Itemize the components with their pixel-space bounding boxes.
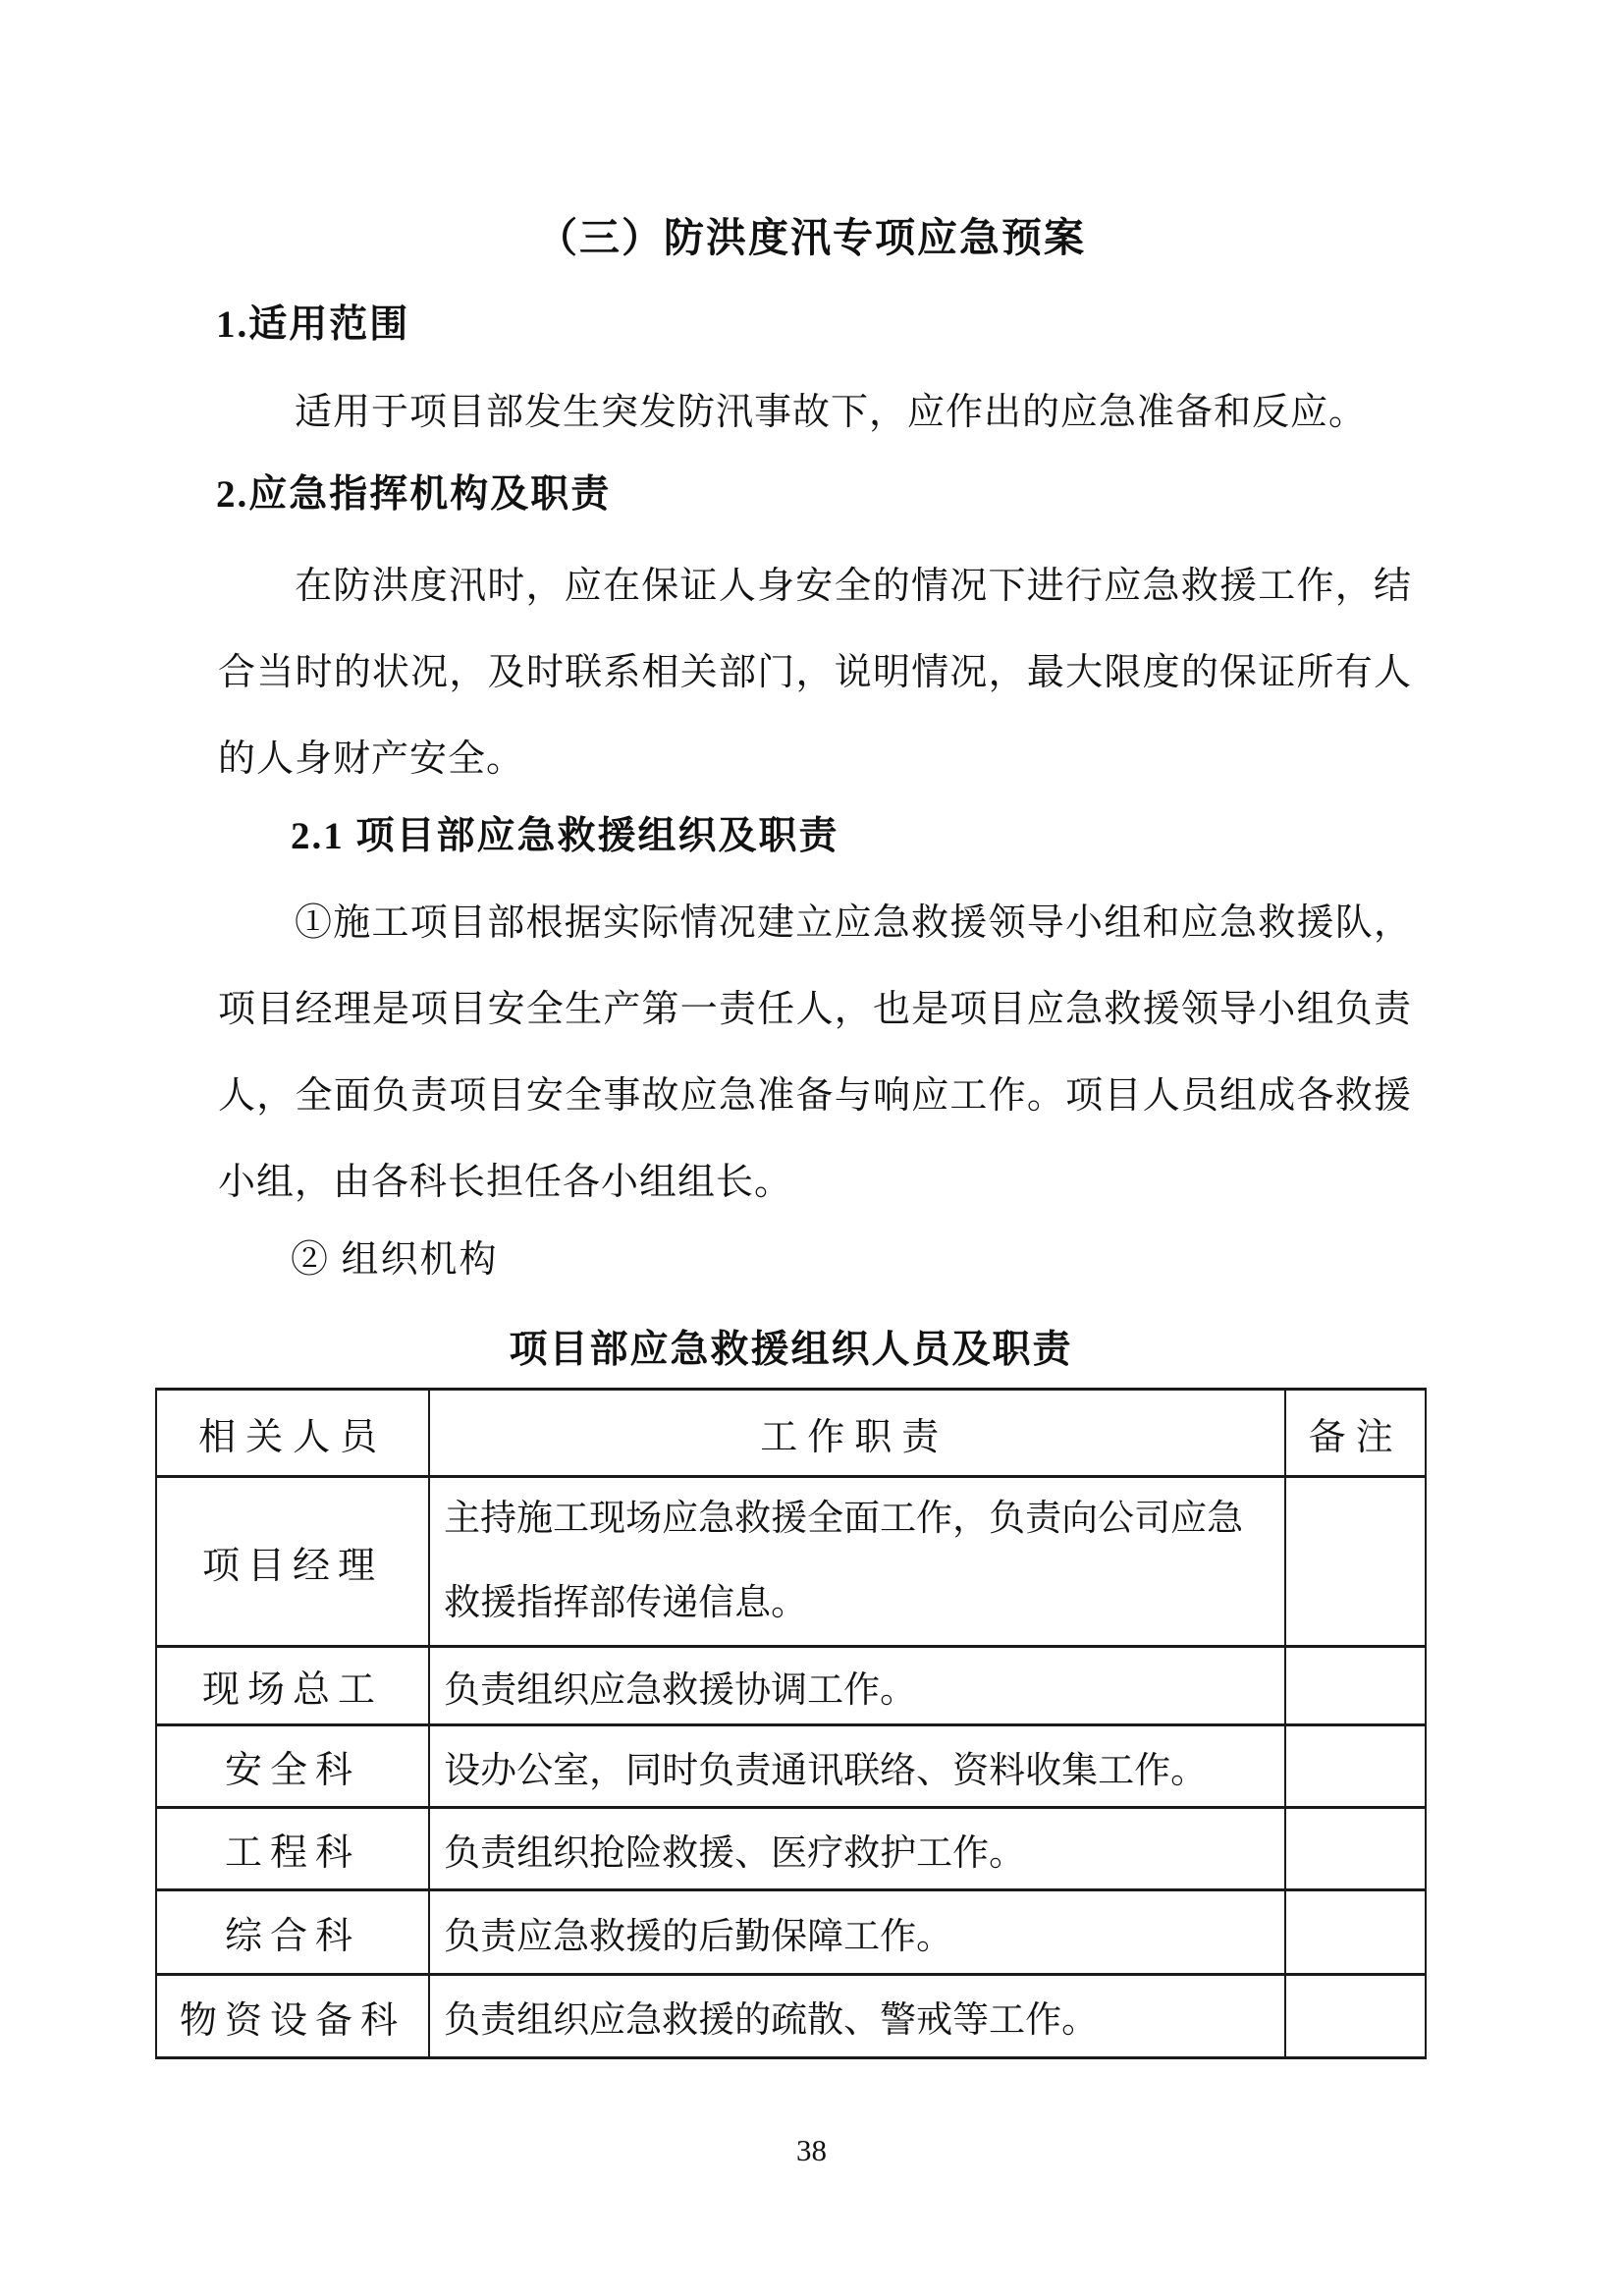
header-person: 相关人员 [198,1416,388,1458]
note-cell [1284,1809,1425,1888]
note-cell [1284,1478,1425,1645]
person-cell: 项目经理 [202,1545,384,1587]
duty-cell: 负责组织抢险救援、医疗救护工作。 [428,1809,1284,1888]
note-cell [1284,1726,1425,1806]
note-cell [1284,1648,1425,1723]
person-cell: 工程科 [225,1832,361,1874]
table-row [157,1645,1425,1723]
table-row [157,1973,1425,2056]
duty-cell: 负责组织应急救援的疏散、警戒等工作。 [428,1976,1284,2056]
table-row [157,1806,1425,1888]
duty-cell: 主持施工现场应急救援全面工作，负责向公司应急救援指挥部传递信息。 [428,1478,1284,1645]
paragraph-structure: ② 组织机构 [291,1239,499,1281]
page-number: 38 [796,2133,827,2167]
table-row [157,1888,1425,1973]
section-heading-scope: 1.适用范围 [216,303,410,346]
duty-cell: 设办公室，同时负责通讯联络、资料收集工作。 [428,1726,1284,1806]
person-cell: 物资设备科 [180,1999,406,2042]
note-cell [1284,1976,1425,2056]
table-row [157,1723,1425,1806]
table-header-row [157,1391,1425,1475]
duty-table [155,1388,1427,2059]
table-row [157,1475,1425,1645]
person-cell: 安全科 [225,1750,361,1791]
paragraph-org: 在防洪度汛时，应在保证人身安全的情况下进行应急救援工作，结合当时的状况，及时联系相关部门，说明情况，最大限度的保证所有人的人身财产安全。 [218,566,1412,780]
paragraph-scope: 适用于项目部发生突发防汛事故下，应作出的应急准备和反应。 [295,392,1368,433]
person-cell: 现场总工 [202,1669,384,1711]
header-note: 备注 [1284,1391,1425,1475]
note-cell [1284,1891,1425,1973]
section-heading-rescue: 2.1 项目部应急救援组织及职责 [291,815,839,857]
paragraph-rescue: ①施工项目部根据实际情况建立应急救援领导小组和应急救援队，项目经理是项目安全生产第一责任人，也是项目应急救援领导小组负责人，全面负责项目安全事故应急准备与响应工作。项目人员组成各救援小组，由各科长担任各小组组长。 [218,902,1412,1203]
section-heading-org: 2.应急指挥机构及职责 [216,473,612,516]
header-duty: 工作职责 [428,1391,1284,1475]
duty-cell: 负责应急救援的后勤保障工作。 [428,1891,1284,1973]
duty-cell: 负责组织应急救援协调工作。 [428,1648,1284,1723]
table-title: 项目部应急救援组织人员及职责 [509,1329,1073,1371]
document-title: （三）防洪度汛专项应急预案 [537,215,1086,260]
person-cell: 综合科 [225,1916,361,1957]
